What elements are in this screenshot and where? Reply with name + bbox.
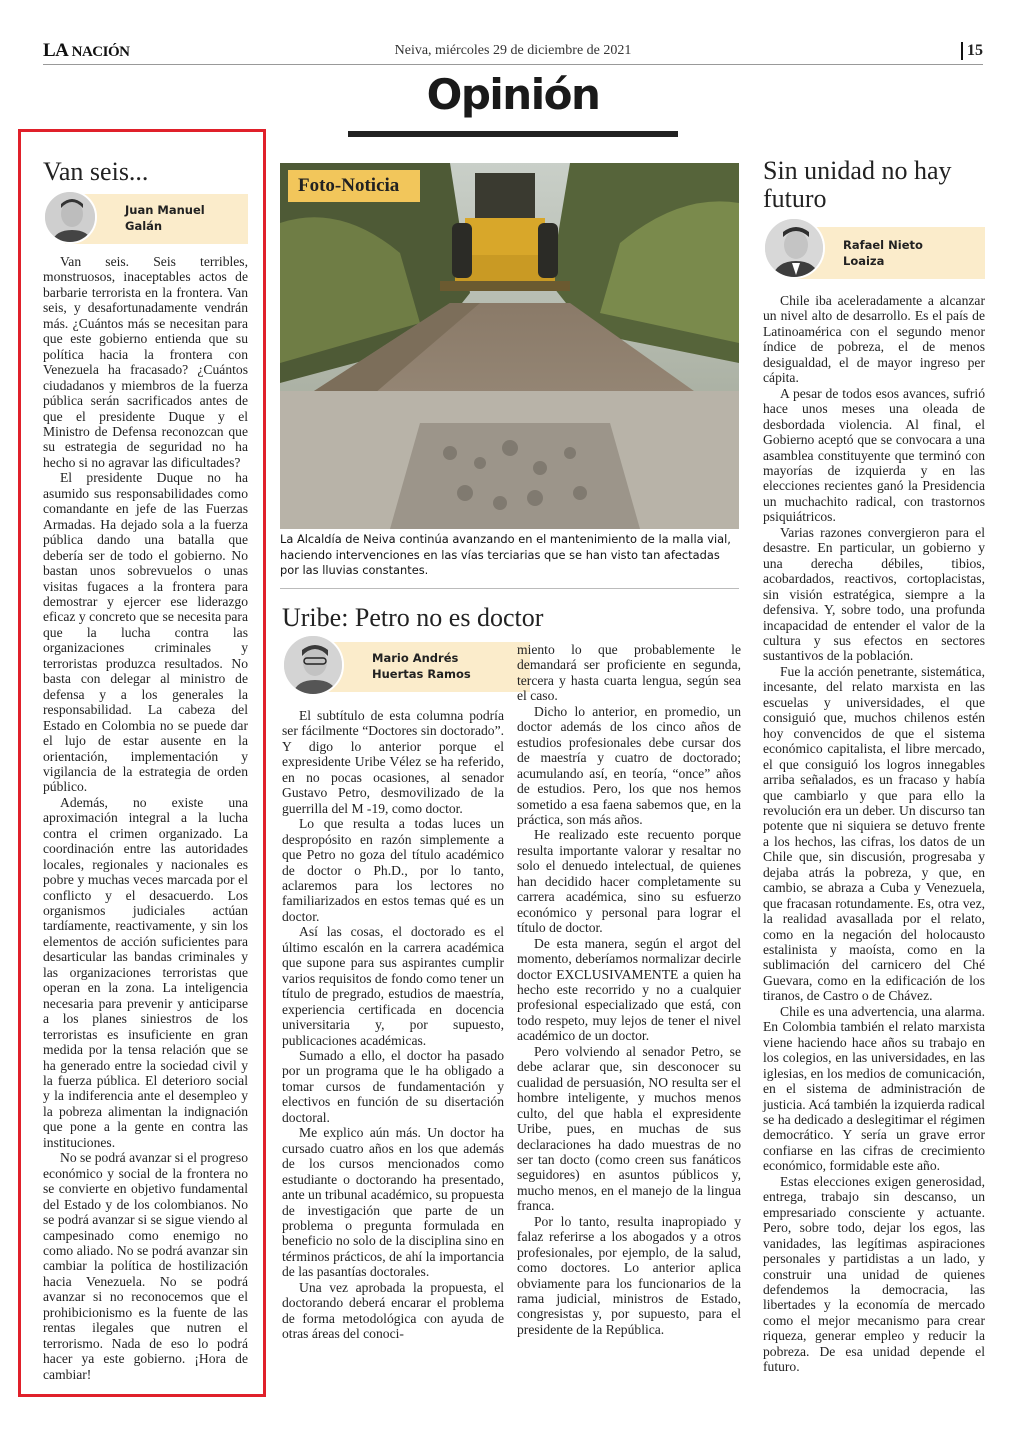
paragraph: Por lo tanto, resulta inapropiado y falaz referirse a los abogados y a otros profesionales, por ejemplo, de la salud, como doctores. Lo anterior aplica obviamente para los funcionarios de la rama judicial, ministros de Estado, congresistas y, por supuesto, para el presidente de la República. <box>517 1213 741 1337</box>
author-avatar <box>43 190 97 244</box>
column-van-seis <box>43 158 248 1382</box>
paragraph: Además, no existe una aproximación integral a la lucha contra el crimen organizado. La coordinación entre las autoridades locales, regionales y nacionales es pobre y muchas veces marcada por el conflicto y el desacuerdo. Los organismos judiciales actúan tardíamente, reactivamente, y sin los elementos de acción suficientes para desarticular las bandas criminales y las organizaciones terroristas que operan en la zona. La inteligencia necesaria para prevenir y anticiparse a los planes siniestros de los terroristas es insuficiente en gran medida por la tensa relación que se ha generado entre la sociedad civil y la fuerza pública. El deterioro social y la indiferencia ante el desempleo y la pobreza alimentan la indignación que pone a la gente en contra las instituciones. <box>43 794 248 1150</box>
article-body <box>43 254 248 1382</box>
paragraph: Estas elecciones exigen generosidad, entrega, trabajo sin descanso, un empresariado consciente y actuante. Pero, sobre todo, dejar los egos, las vanidades, las legítimas aspiraciones personales y partidistas a un lado, y construir una unidad de quienes defendemos la democracia, las libertades y la economía de mercado como el mejor mecanismo para crear riqueza, generar empleo y reducir la pobreza. De esa unidad depende el futuro. <box>763 1173 985 1375</box>
news-photo[interactable] <box>280 163 739 529</box>
paragraph: El subtítulo de esta columna podría ser fácilmente “Doctores sin doctorado”. Y digo lo anterior porque el expresidente Uribe Vélez se ha referido, en no pocas ocasiones, al senador Gustavo Petro, desmovilizado de la guerrilla del M -19, como doctor. <box>282 708 504 816</box>
paragraph: De esta manera, según el argot del momento, deberíamos normalizar decirle doctor EXCLUSIVAMENTE a quien ha hecho este recorrido y no a cualquier profesional especializado que está, con todo respeto, muy lejos de tener el nivel académico de un doctor. <box>517 935 741 1044</box>
author-name: Juan Manuel Galán <box>125 203 205 233</box>
paragraph: Fue la acción penetrante, sistemática, incesante, del relato marxista en las escuelas y universidades, el que consiguió que, muchos chilenos estén hoy convencidos de que el sistema económico capitalista, el libre mercado, el que consiguió los logros innegables arriba señalados, es un fracaso y había que cambiarlo y que para ello la revolución era un deber. Un discurso tan potente que ni siquiera se detuvo frente a los hechos, las cifras, los datos de un Chile que, sin discusión, progresaba y dejaba atrás la pobreza, y que, en cambio, se abraza a Cuba y Venezuela, que fracasan rotundamente. Es, otra vez, la realidad avasallada por el relato, como en la negación del holocausto estalinista y maoísta, como en la sublimación del carnicero del Ché Guevara, como en la edificación de los tiranos, de Castro o de Chávez. <box>763 663 985 1004</box>
newspaper-logo[interactable]: LA NACIÓN <box>43 40 130 61</box>
author-name: Mario Andrés Huertas Ramos <box>372 651 471 681</box>
article-headline: Sin unidad no hay futuro <box>763 156 952 213</box>
paragraph: Chile es una advertencia, una alarma. En Colombia también el relato marxista viene haciendo hace años su trabajo en los colegios, en las universidades, en las iglesias, en los medios de comunicación, en el sistema de administración de justicia. Acá también la izquierda radical se ha dedicado a deslegitimar el régimen democrático. Y sería un grave error confiarse en las cifras de crecimiento económico, formidable este año. <box>763 1003 985 1174</box>
paragraph: Una vez aprobada la propuesta, el doctorando deberá encarar el problema de forma metodológica con ayuda de otras áreas del conoci- <box>282 1279 504 1342</box>
paragraph: Dicho lo anterior, en promedio, un doctor además de los cinco años de estudios profesionales debe cursar dos de maestría y cuatro de doctorado; acumulando así, en teoría, “once” años de estudios. Pero, los que nos hemos sometido a esa faena sabemos que, en la práctica, son más años. <box>517 703 741 827</box>
author-avatar <box>763 217 825 279</box>
paragraph: No se podrá avanzar si el progreso económico y social de la frontera no se convierte en objetivo fundamental del Estado y de los colombianos. No se podrá avanzar si se sigue viendo al campesinado como enemigo no como aliado. No se podrá avanzar sin cambiar la política de hostilización hacia Venezuela. No se podrá avanzar si no reconocemos que el prohibicionismo es la fuente de las rentas ilegales que nutren el terrorismo. Nada de eso lo podrá hacer ya este gobierno. ¡Hora de cambiar! <box>43 1150 248 1382</box>
author-avatar <box>282 634 344 696</box>
paragraph: Varias razones convergieron para el desastre. En particular, un gobierno y una derecha débiles, tibios, acobardados, reactivos, cortoplacistas, sin visión estratégica, siempre a la defensiva. Y, sobre todo, una profunda incapacidad de entender el valor de la cultura y sus efectos en sectores sustantivos de la población. <box>763 524 985 664</box>
byline <box>763 221 985 285</box>
paragraph: Sumado a ello, el doctor ha pasado por un programa que le ha obligado a tomar cursos de fundamentación y electivos en función de su disertación doctoral. <box>282 1047 504 1125</box>
column-uribe-b <box>517 642 741 1337</box>
paragraph: Chile iba aceleradamente a alcanzar un nivel alto de desarrollo. Es el país de Latinoamérica con el segundo menor índice de pobreza, el de menos desigualdad, el de mayor ingreso per cápita. <box>763 293 985 386</box>
paragraph: Pero volviendo al senador Petro, se debe aclarar que, sin desconocer su cualidad de persuasión, NO resulta ser el hombre inteligente, y muchos menos culto, del que habla el expresidente Uribe, pues, en muchas de sus declaraciones ha dado muestras de no ser tan docto (como creen sus fanáticos seguidores) en asuntos públicos y, mucho menos, en el manejo de la lingua franca. <box>517 1043 741 1214</box>
paragraph: El presidente Duque no ha asumido sus responsabilidades como comandante en jefe de las Fuerzas Armadas. Ha dejado sola a la fuerza pública dando una batalla que debería ser de todo el gobierno. No bastan unos sobrevuelos o unas visitas fugaces a la frontera para demostrar y ejercer ese liderazgo eficaz y concreto que se necesita para que la lucha contra las organizaciones criminales y terroristas produzca resultados. No basta con delegar al ministro de defensa y a los generales la responsabilidad. La cabeza del Estado en Colombia no se puede dar el lujo de estar ausente en la orientación, implementación y vigilancia de la estrategia de orden público. <box>43 470 248 795</box>
column-uribe-a <box>282 636 504 1342</box>
article-body <box>763 293 985 1375</box>
paragraph: Lo que resulta a todas luces un despropósito en razón simplemente a que Petro no goza del título académico de doctor o Ph.D., por lo tanto, aclaremos para los lectores no familiarizados en estos temas qué es un doctor. <box>282 816 504 924</box>
paragraph: Así las cosas, el doctorado es el último escalón en la carrera académica que supone para sus aspirantes cumplir varios requisitos de fondo como tener un título de pregrado, estudios de maestría, experiencia certificada en docencia universitaria y, por supuesto, publicaciones académicas. <box>282 924 504 1048</box>
section-title: Opinión <box>426 70 600 119</box>
byline <box>282 638 504 694</box>
masthead <box>43 40 983 64</box>
section-title-bar <box>348 131 678 137</box>
byline <box>43 190 248 246</box>
paragraph: He realizado este recuento porque resulta importante valorar y resaltar no solo el denuedo intelectual, de quienes han decidido hacer completamente su carrera académica, sino su esfuerzo económico y personal para lograr el título de doctor. <box>517 827 741 936</box>
paragraph: A pesar de todos esos avances, sufrió hace unos meses una oleada de desbordada violencia. Al final, el Gobierno aceptó que se convocara a una asamblea constituyente que terminó con mayorías de izquierda y en las elecciones recientes ganó la Presidencia un muchachito radical, con trastornos psiquiátricos. <box>763 385 985 525</box>
foto-noticia-tag: Foto-Noticia <box>288 170 420 202</box>
author-name: Rafael Nieto Loaiza <box>843 238 923 268</box>
header-rule <box>43 64 983 65</box>
paragraph: Van seis. Seis terribles, monstruosos, inaceptables actos de barbarie terrorista en la frontera. Van seis, y desafortunadamente vendrán más. ¿Cuántos más se necesitan para que este gobierno entienda que su política hacia la frontera con Venezuela ha fracasado? ¿Cuántos ciudadanos y miembros de la fuerza pública serán sacrificados antes de que el presidente Duque y el Ministro de Defensa reconozcan que su estrategia de seguridad no ha hecho si no agravar las dificultades? <box>43 254 248 470</box>
paragraph: miento lo que probablemente le demandará ser proficiente en segunda, tercera y hasta cuarta lengua, según sea el caso. <box>517 642 741 704</box>
section-divider <box>280 588 739 589</box>
article-headline: Van seis... <box>43 157 149 186</box>
road-machine-photo-icon <box>280 163 739 529</box>
article-body <box>282 708 504 1342</box>
article-headline: Uribe: Petro no es doctor <box>282 603 544 632</box>
paragraph: Me explico aún más. Un doctor ha cursado cuatro años en los que además de los cursos mencionados como estudiante o doctorando ha presentado, ante un tribunal académico, su propuesta de investigación que parte de un problema o pregunta formulada en beneficio no solo de la disciplina sino en términos prácticos, de ahí la importancia de las pasantías doctorales. <box>282 1125 504 1280</box>
dateline: Neiva, miércoles 29 de diciembre de 2021 <box>394 43 632 58</box>
column-sin-unidad <box>763 157 985 1375</box>
page-number: 15 <box>961 42 983 60</box>
photo-caption: La Alcaldía de Neiva continúa avanzando en el mantenimiento de la malla vial, haciendo intervenciones en las vías terciarias que se han visto tan afectadas por las lluvias constantes. <box>280 532 731 577</box>
column-uribe-headline <box>282 604 742 632</box>
